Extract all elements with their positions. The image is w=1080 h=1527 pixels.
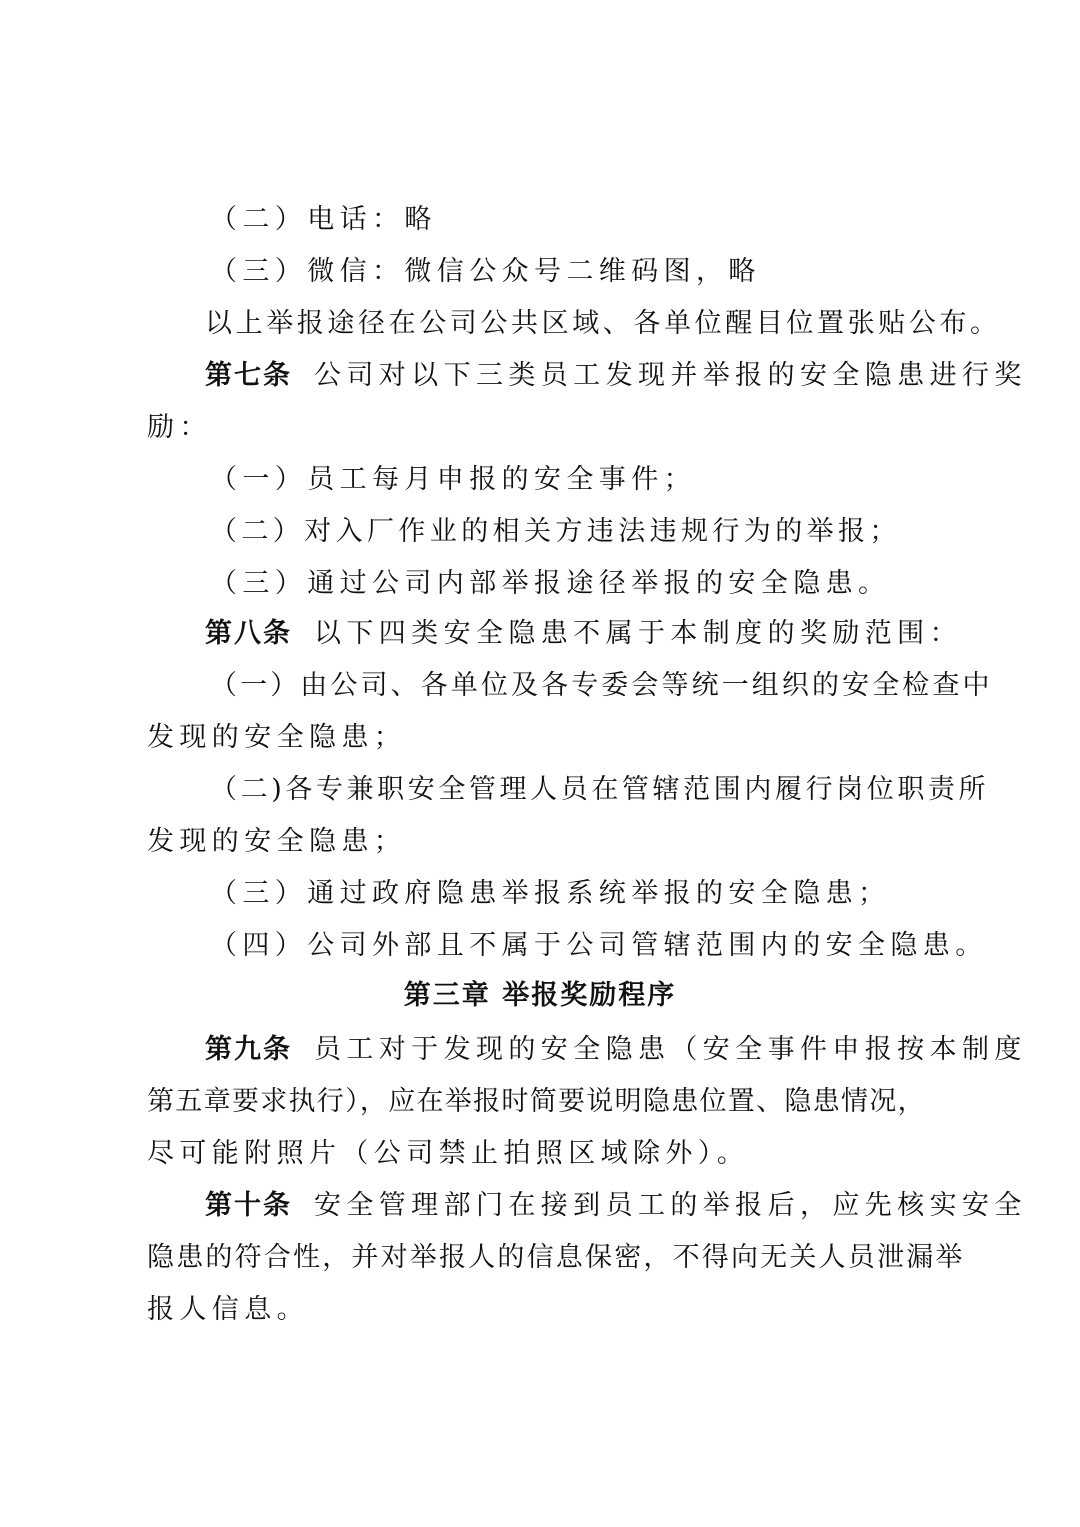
article-9-text: 员工对于发现的安全隐患（安全事件申报按本制度 <box>313 1034 1027 1065</box>
contact-wechat: （三）微信：微信公众号二维码图，略 <box>210 256 761 287</box>
article-8-item-2-cont: 发现的安全隐患； <box>147 826 407 857</box>
article-8-item-4: （四）公司外部且不属于公司管辖范围内的安全隐患。 <box>210 930 988 961</box>
article-8-heading: 第八条 <box>205 618 292 649</box>
article-7-continuation: 励： <box>147 412 212 443</box>
article-7-item-3: （三）通过公司内部举报途径举报的安全隐患。 <box>210 568 891 599</box>
article-9-line <box>205 1034 1027 1066</box>
article-9-line-3: 尽可能附照片（公司禁止拍照区域除外）。 <box>147 1138 750 1169</box>
article-9-line-2: 第五章要求执行），应在举报时简要说明隐患位置、隐患情况， <box>147 1086 926 1117</box>
article-10-line-3: 报人信息。 <box>147 1294 309 1325</box>
article-10-line <box>205 1190 1027 1222</box>
article-10-line-2: 隐患的符合性，并对举报人的信息保密，不得向无关人员泄漏举 <box>147 1242 965 1273</box>
article-8-item-1-cont: 发现的安全隐患； <box>147 722 407 753</box>
posting-note: 以上举报途径在公司公共区域、各单位醒目位置张贴公布。 <box>205 308 1001 339</box>
article-8-item-3: （三）通过政府隐患举报系统举报的安全隐患； <box>210 878 891 909</box>
chapter-3-title: 第三章 举报奖励程序 <box>403 980 677 1011</box>
article-7-item-1: （一）员工每月申报的安全事件； <box>210 464 696 495</box>
article-10-text: 安全管理部门在接到员工的举报后，应先核实安全 <box>313 1190 1027 1221</box>
article-8-item-1: （一）由公司、各单位及各专委会等统一组织的安全检查中 <box>210 670 993 701</box>
article-8-text: 以下四类安全隐患不属于本制度的奖励范围： <box>313 618 962 649</box>
article-10-heading: 第十条 <box>205 1190 292 1221</box>
article-8-line <box>205 618 962 650</box>
article-7-item-2: （二）对入厂作业的相关方违法违规行为的举报； <box>210 516 901 547</box>
article-7-text: 公司对以下三类员工发现并举报的安全隐患进行奖 <box>313 360 1027 391</box>
article-9-heading: 第九条 <box>205 1034 292 1065</box>
article-7-heading: 第七条 <box>205 360 292 391</box>
article-7-line <box>205 360 1027 392</box>
article-8-item-2: （二)各专兼职安全管理人员在管辖范围内履行岗位职责所 <box>210 774 990 805</box>
contact-phone: （二）电话：略 <box>210 204 437 235</box>
